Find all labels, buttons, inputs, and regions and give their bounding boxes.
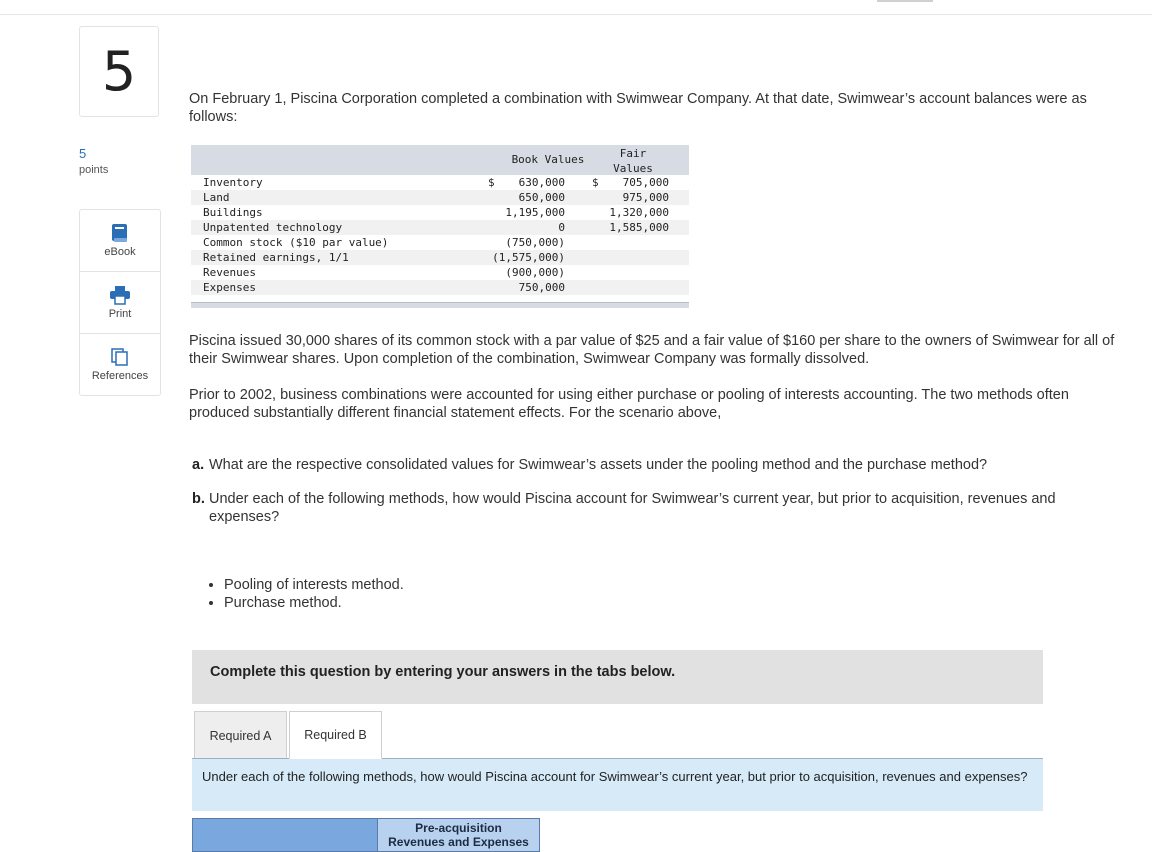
- row-label: Retained earnings, 1/1: [203, 251, 349, 264]
- required-b-prompt-box: [192, 759, 1043, 811]
- table-row: [191, 190, 689, 205]
- methods-list: [207, 576, 404, 612]
- balances-header: [191, 145, 689, 175]
- question-a: [192, 456, 1107, 474]
- points-label: points: [79, 164, 109, 176]
- ebook-icon: [111, 223, 129, 243]
- fair-values-header: Fair Values: [613, 147, 653, 175]
- row-label: Land: [203, 191, 230, 204]
- row-label: Expenses: [203, 281, 256, 294]
- ebook-label: eBook: [104, 246, 136, 258]
- prior-paragraph: Prior to 2002, business combinations were accounted for using either purchase or pooling of interests accounting. The two methods often produced substantially different financial statement effects. For the scenario above,: [189, 387, 1069, 421]
- balances-footer: [191, 302, 689, 308]
- question-b: [192, 490, 1107, 526]
- table-row: [191, 280, 689, 295]
- table-row: [191, 265, 689, 280]
- table-row: [191, 175, 689, 190]
- question-a-letter: a.: [192, 457, 205, 473]
- fair-value: 975,000: [622, 191, 669, 204]
- list-item: Pooling of interests method.: [207, 576, 404, 594]
- list-item: Purchase method.: [207, 594, 404, 612]
- instructions-text: Complete this question by entering your answers in the tabs below.: [210, 664, 676, 680]
- question-number: 5: [101, 40, 137, 103]
- print-button[interactable]: [80, 272, 160, 334]
- tab-required-a[interactable]: Required A: [194, 711, 287, 759]
- instructions-banner: [192, 650, 1043, 704]
- book-value: 650,000: [518, 191, 565, 204]
- book-value: 0: [558, 221, 565, 234]
- row-label: Buildings: [203, 206, 263, 219]
- table-row: [191, 235, 689, 250]
- answer-table-header: [192, 818, 540, 852]
- row-label: Inventory: [203, 176, 263, 189]
- book-value: (1,575,000): [492, 251, 565, 264]
- row-label: Revenues: [203, 266, 256, 279]
- fair-currency-symbol: $: [592, 176, 599, 189]
- points-value: 5: [79, 146, 87, 161]
- intro-text: On February 1, Piscina Corporation completed a combination with Swimwear Company. At that date, Swimwear’s account balances were as follows:: [189, 91, 1087, 125]
- table-row: [191, 250, 689, 265]
- question-a-text: What are the respective consolidated values for Swimwear’s assets under the pooling method and the purchase method?: [209, 457, 988, 473]
- row-label: Common stock ($10 par value): [203, 236, 389, 249]
- question-b-text: Under each of the following methods, how would Piscina account for Swimwear’s current year, but prior to acquisition, revenues and expenses?: [209, 491, 1056, 525]
- required-b-prompt: Under each of the following methods, how would Piscina account for Swimwear’s current year, but prior to acquisition, revenues and expenses?: [202, 769, 1028, 784]
- account-balances-table: [191, 145, 689, 308]
- fair-value: 1,585,000: [609, 221, 669, 234]
- references-label: References: [91, 370, 149, 382]
- table-row: [191, 220, 689, 235]
- book-value: 1,195,000: [505, 206, 565, 219]
- top-divider: [0, 14, 1152, 15]
- question-number-box: [79, 26, 159, 117]
- book-currency-symbol: $: [488, 176, 495, 189]
- answer-header-blank: [193, 819, 377, 851]
- pre-acquisition-header: Pre-acquisition Revenues and Expenses: [377, 819, 539, 851]
- print-icon: [109, 285, 131, 305]
- issue-paragraph: Piscina issued 30,000 shares of its common stock with a par value of $25 and a fair value of $160 per share to the owners of Swimwear for all of their Swimwear shares. Upon completion of the combination, Swimwear Company was formally dissolved.: [189, 333, 1115, 367]
- book-value: (750,000): [505, 236, 565, 249]
- book-value: 750,000: [518, 281, 565, 294]
- table-row: [191, 205, 689, 220]
- book-values-header: Book Values: [511, 153, 585, 166]
- book-value: 630,000: [518, 176, 565, 189]
- tab-required-b[interactable]: Required B: [289, 711, 382, 759]
- references-button[interactable]: [80, 334, 160, 395]
- ebook-button[interactable]: [80, 210, 160, 272]
- book-value: (900,000): [505, 266, 565, 279]
- fair-value: 705,000: [622, 176, 669, 189]
- references-icon: [110, 347, 130, 367]
- tools-panel: [79, 209, 161, 396]
- print-label: Print: [108, 308, 132, 320]
- fair-value: 1,320,000: [609, 206, 669, 219]
- question-b-letter: b.: [192, 491, 205, 507]
- row-label: Unpatented technology: [203, 221, 343, 234]
- top-bar-mark: [877, 0, 933, 2]
